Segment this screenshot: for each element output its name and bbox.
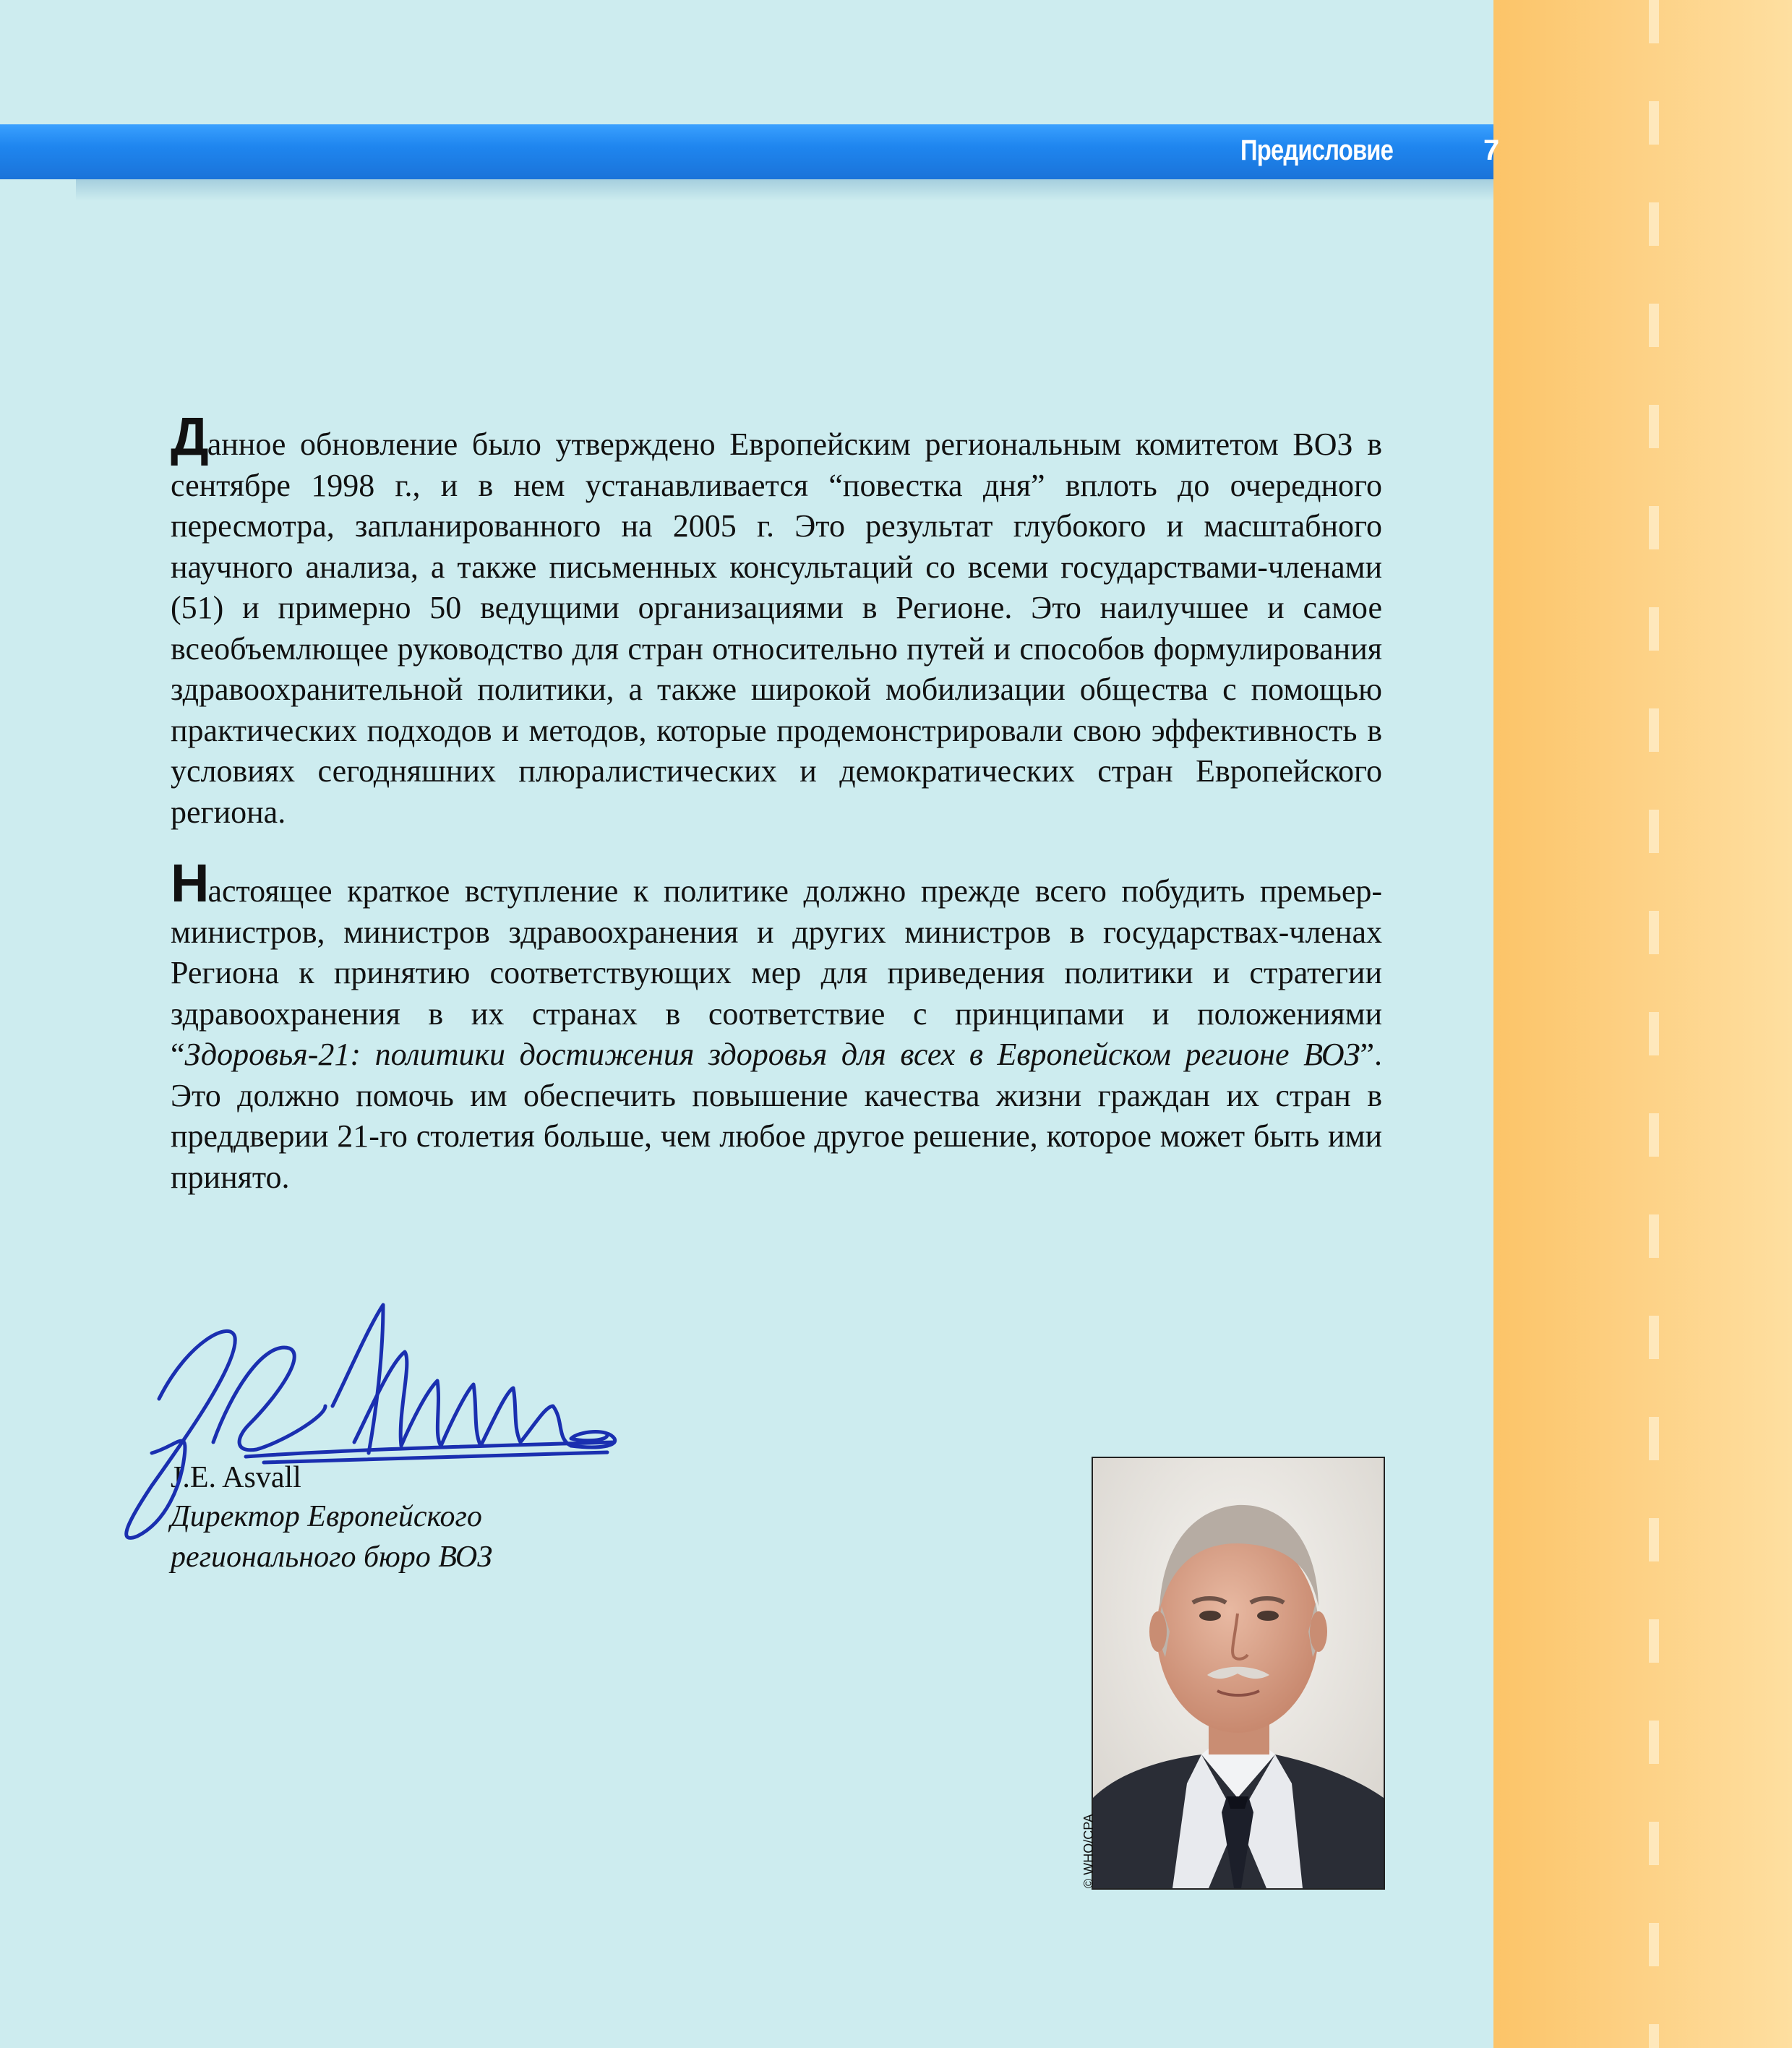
- handwritten-signature: [108, 1298, 629, 1558]
- dropcap: Н: [171, 853, 208, 913]
- portrait-illustration: [1093, 1458, 1384, 1888]
- paragraph-2-text-end: ”. Это должно помочь им обеспечить повышение качества жизни граждан их стран в преддверии 21-го столетия больше, чем любое другое решение, которое может быть ими принято.: [171, 1037, 1382, 1195]
- section-title: Предисловие: [1240, 134, 1394, 166]
- paragraph-1: [171, 406, 1382, 833]
- signatory-title-line-1: Директор Европейского: [171, 1500, 482, 1533]
- portrait-photo: [1092, 1457, 1385, 1890]
- signatory-title-line-2: регионального бюро ВОЗ: [171, 1541, 493, 1574]
- photo-credit: © WHO/CPA: [1081, 1814, 1096, 1888]
- header-bar-shadow: [76, 179, 1493, 201]
- page-number: 7: [1483, 134, 1500, 166]
- paragraph-2-text: астоящее краткое вступление к политике должно прежде всего побудить премьер-министров, министров здравоохранения и других министров в государствах-членах Региона к принятию соответствующих мер для приведения политики и стратегии здравоохранения в их странах в соответствие с принципами и положениями “: [171, 873, 1382, 1072]
- decorative-side-strip: [1493, 0, 1792, 2048]
- health21-title: Здоровья-21: политики достижения здоровья для всех в Европейском регионе ВОЗ: [184, 1037, 1360, 1072]
- paragraph-2: [171, 853, 1382, 1198]
- dropcap: Д: [171, 406, 207, 466]
- signatory-name: J.E. Asvall: [171, 1461, 301, 1494]
- paragraph-1-text: анное обновление было утверждено Европейским региональным комитетом ВОЗ в сентябре 1998 г., и в нем устанавливается “повестка дня” вплоть до очередного пересмотра, запланированного на 2005 г. Это результат глубокого и масштабного научного анализа, а также письменных консультаций со всеми государствами-членами (51) и примерно 50 ведущими организациями в Регионе. Это наилучшее и самое всеобъемлющее руководство для стран относительно путей и способов формулирования здравоохранительной политики, а также широкой мобилизации общества с помощью практических подходов и методов, которые продемонстрировали свою эффективность в условиях сегодняшних плюралистических и демократических стран Европейского региона.: [171, 427, 1382, 830]
